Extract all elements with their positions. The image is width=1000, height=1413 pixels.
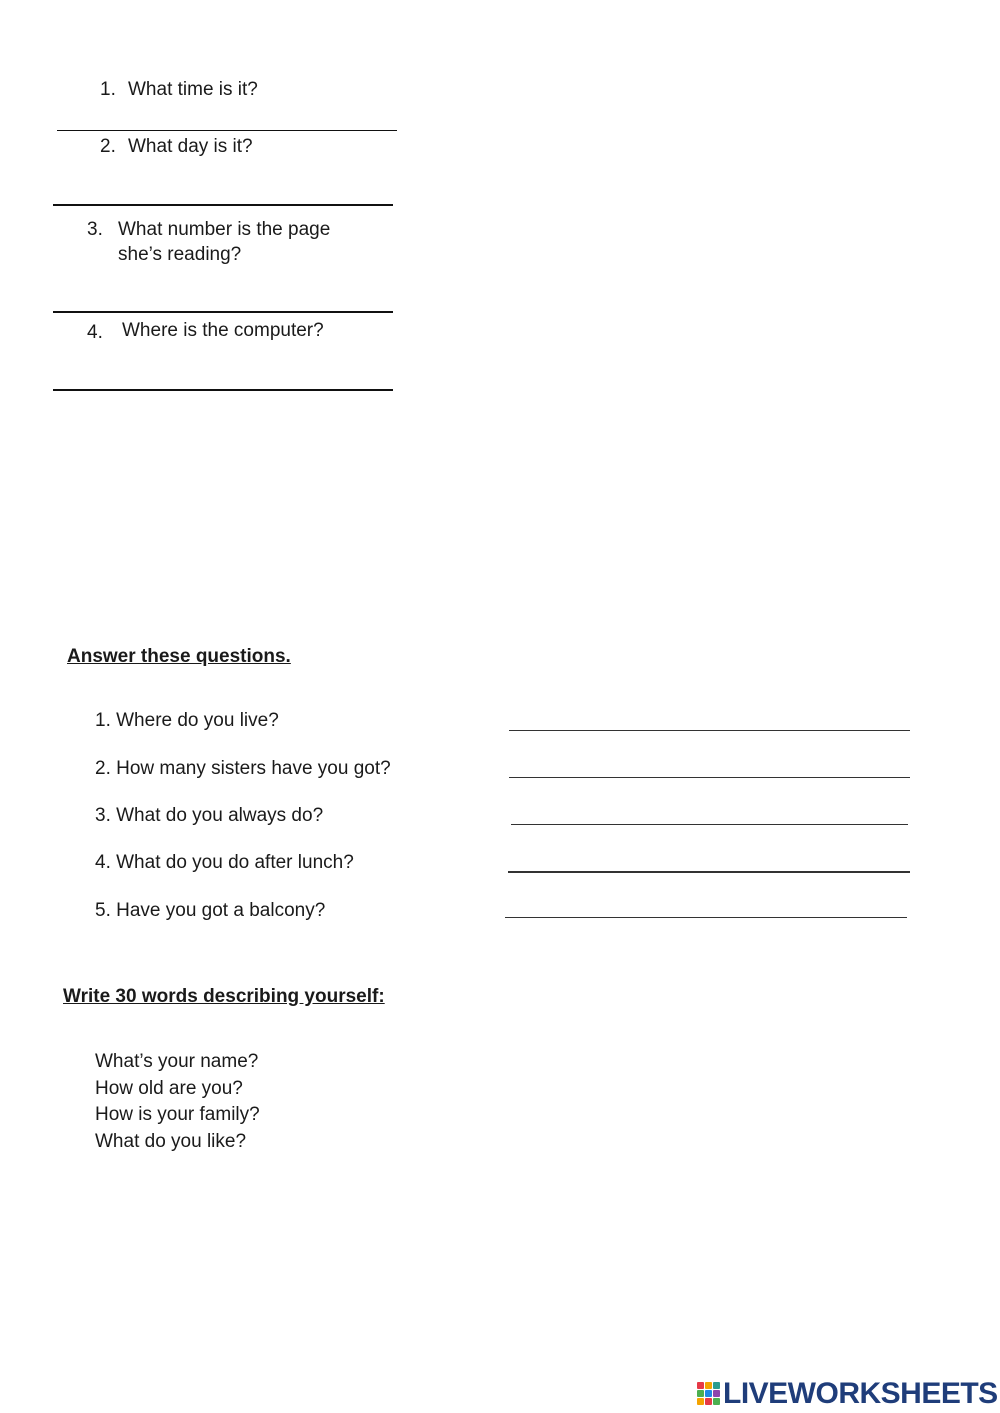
answer-field-5[interactable]: [505, 917, 907, 918]
answer-section-heading: Answer these questions.: [67, 646, 291, 667]
question-4-text: Where is the computer?: [122, 320, 324, 341]
question-4-number: 4.: [87, 322, 103, 343]
writing-prompt-3: How is your family?: [95, 1104, 260, 1125]
question-1-number: 1.: [100, 79, 116, 100]
answer-field-4[interactable]: [508, 871, 910, 873]
question-3-text-line2: she’s reading?: [118, 244, 242, 265]
question-2-number: 2.: [100, 136, 116, 157]
answer-question-2: 2. How many sisters have you got?: [95, 758, 391, 779]
answer-question-4: 4. What do you do after lunch?: [95, 852, 354, 873]
question-3-number: 3.: [87, 219, 103, 240]
liveworksheets-logo: [697, 1378, 998, 1410]
answer-line-2[interactable]: [53, 204, 393, 206]
writing-prompts: [95, 1049, 260, 1155]
writing-prompt-4: What do you like?: [95, 1130, 247, 1152]
writing-section-heading: Write 30 words describing yourself:: [63, 986, 385, 1007]
logo-blocks-icon: [697, 1382, 721, 1406]
answer-field-3[interactable]: [511, 824, 908, 825]
answer-line-3[interactable]: [53, 311, 393, 313]
question-3-text-line1: What number is the page: [118, 219, 331, 240]
logo-text: LIVEWORKSHEETS: [723, 1377, 998, 1410]
answer-question-5: 5. Have you got a balcony?: [95, 900, 326, 921]
answer-question-3: 3. What do you always do?: [95, 805, 324, 826]
writing-prompt-1: What’s your name?: [95, 1051, 259, 1072]
answer-field-2[interactable]: [509, 777, 910, 778]
answer-line-4[interactable]: [53, 389, 393, 391]
question-2-text: What day is it?: [128, 136, 253, 157]
answer-question-1: 1. Where do you live?: [95, 710, 279, 731]
answer-field-1[interactable]: [509, 730, 910, 731]
answer-line-1[interactable]: [57, 130, 397, 131]
question-1-text: What time is it?: [128, 79, 258, 100]
writing-prompt-2: How old are you?: [95, 1077, 243, 1099]
